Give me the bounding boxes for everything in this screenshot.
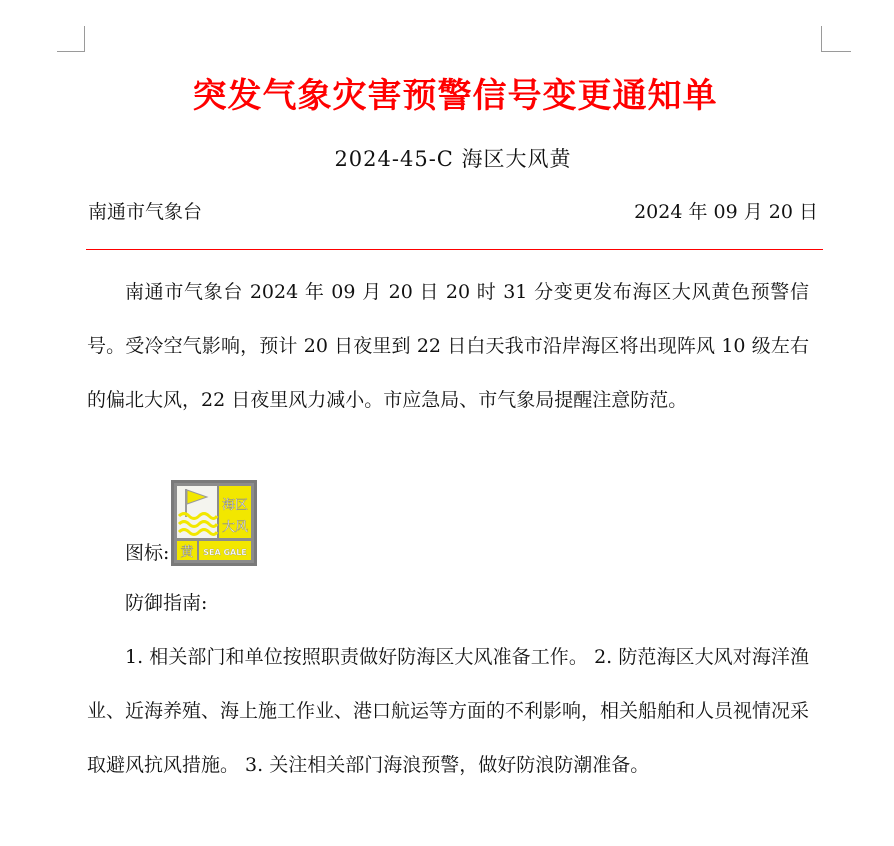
guide-text: 1. 相关部门和单位按照职责做好防海区大风准备工作。 2. 防范海区大风对海洋渔业、近海养殖、海上施工作业、港口航运等方面的不利影响，相关船舶和人员视情况采取避风抗风措施。 3. 关注相关部门海浪预警，做好防浪防潮准备。 (87, 646, 810, 776)
issue-date: 2024 年 09 月 20 日 (634, 201, 818, 223)
page-corner-mark-top-right (821, 51, 851, 52)
sea-gale-yellow-warning-icon (171, 480, 257, 566)
document-title: 突发气象灾害预警信号变更通知单 (192, 76, 718, 116)
issuer-name: 南通市气象台 (88, 201, 203, 223)
page-corner-mark-top-left (57, 51, 85, 52)
document-subtitle: 2024-45-C 海区大风黄 (334, 147, 572, 171)
page-corner-mark-top-right (821, 26, 822, 52)
icon-english-text: SEA GALE (203, 548, 248, 557)
icon-row (125, 476, 257, 566)
icon-top-text: 海区 (222, 498, 249, 513)
page-corner-mark-top-left (84, 26, 85, 52)
header-divider (86, 249, 823, 250)
icon-mid-text: 大风 (222, 520, 249, 535)
icon-level-text: 黄 (180, 545, 194, 560)
icon-label: 图标: (125, 542, 170, 564)
notice-paragraph: 南通市气象台 2024 年 09 月 20 日 20 时 31 分变更发布海区大风黄色预警信号。受冷空气影响，预计 20 日夜里到 22 日白天我市沿岸海区将出现阵风 10 级左右的偏北大风，22 日夜里风力减小。市应急局、市气象局提醒注意防范。 (87, 281, 809, 411)
guide-heading: 防御指南: (125, 592, 208, 614)
